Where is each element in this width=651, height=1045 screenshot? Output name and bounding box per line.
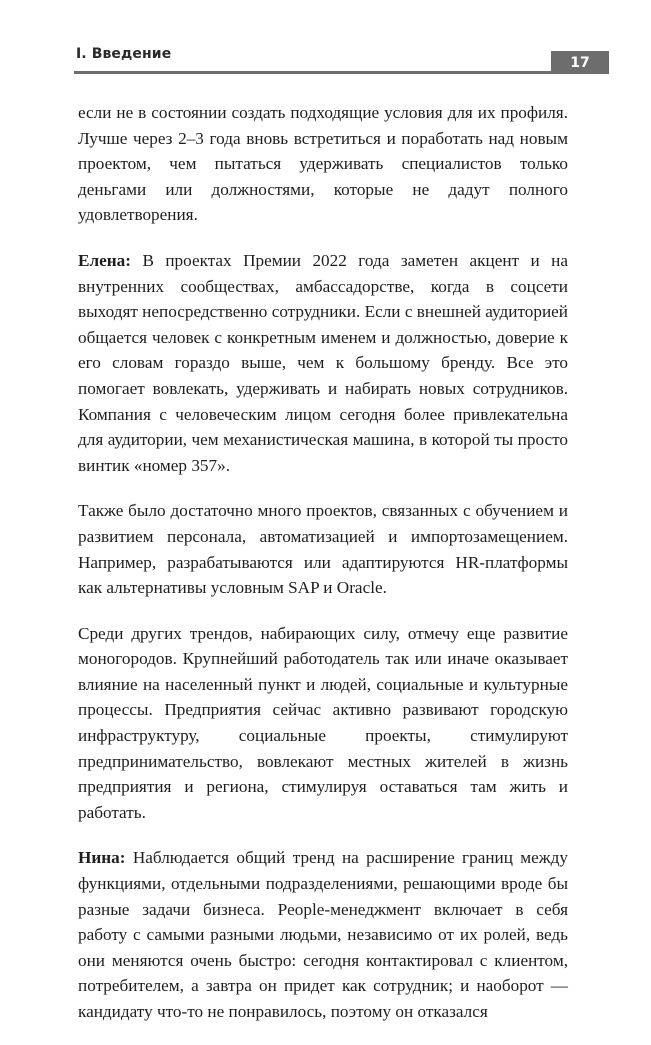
paragraph-text: Среди других трендов, набирающих силу, отмечу еще развитие моногородов. Крупнейший работодатель так или иначе оказывает влияние на населенный пункт и людей, социальные и культурные процессы. Предприятия сейчас активно развивают городскую инфраструктуру, социальные проекты, стимулируют предпринимательство, вовлекают местных жителей в жизнь предприятия и региона, стимулируя оставаться там жить и работать. bbox=[78, 623, 568, 822]
paragraph-3 bbox=[78, 498, 568, 600]
paragraph-1 bbox=[78, 100, 568, 228]
running-title: I. Введение bbox=[76, 46, 172, 62]
paragraph-4 bbox=[78, 621, 568, 826]
body-text bbox=[78, 100, 568, 1045]
paragraph-2 bbox=[78, 248, 568, 478]
paragraph-text: В проектах Премии 2022 года заметен акцент и на внутренних сообществах, амбассадорстве, когда в соцсети выходят непосредственно сотрудники. Если с внешней аудиторией общается человек с конкретным именем и должностью, доверие к его словам гораздо выше, чем к большому бренду. Все это помогает вовлекать, удерживать и набирать новых сотрудников. Компания с человеческим лицом сегодня более привлекательна для аудитории, чем механистическая машина, в которой ты просто винтик «номер 357». bbox=[78, 250, 569, 475]
speaker-name: Нина: bbox=[78, 848, 126, 868]
paragraph-5 bbox=[78, 845, 568, 1024]
paragraph-text: Также было достаточно много проектов, связанных с обучением и развитием персонала, автоматизацией и импортозамещением. Например, разрабатываются или адаптируются HR-платформы как альтернативы условным SAP и Oracle. bbox=[78, 501, 568, 598]
page-number: 17 bbox=[551, 51, 609, 74]
header-rule bbox=[74, 71, 551, 74]
paragraph-text: Наблюдается общий тренд на расширение границ между функциями, отдельными подразделениями, решающими вроде бы разные задачи бизнеса. People-менеджмент включает в себя работу с самыми разными людьми, независимо от их ролей, ведь они меняются очень быстро: сегодня контактировал с клиентом, потребителем, а завтра он придет как сотрудник; и наоборот — кандидату что-то не понравилось, поэтому он отказался bbox=[78, 848, 569, 1021]
paragraph-text: если не в состоянии создать подходящие условия для их профиля. Лучше через 2–3 года вновь встретиться и поработать над новым проектом, чем пытаться удерживать специалистов только деньгами или должностями, которые не дадут полного удовлетворения. bbox=[78, 103, 568, 225]
speaker-name: Елена: bbox=[78, 250, 131, 270]
